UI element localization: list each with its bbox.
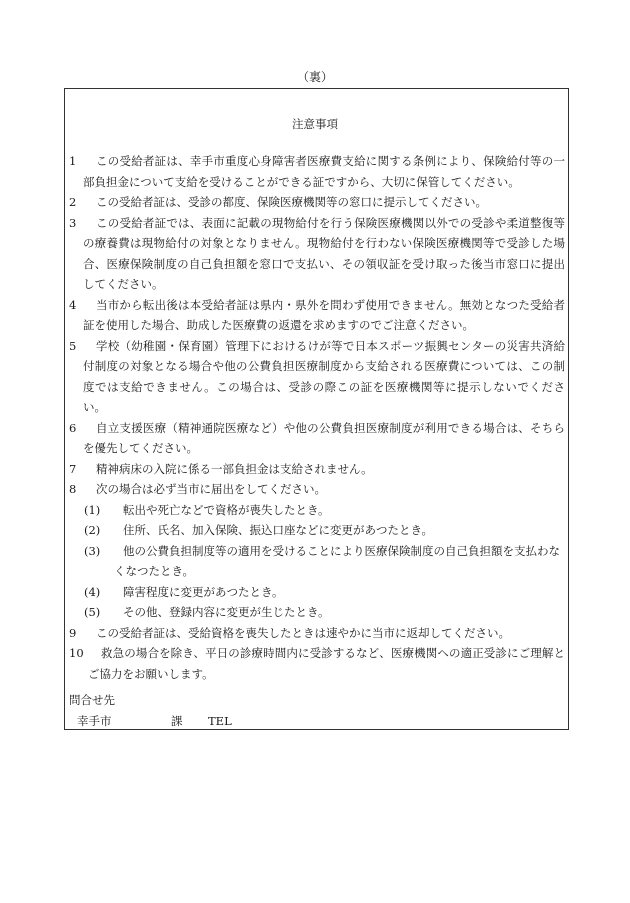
contact-city: 幸手市 (77, 713, 112, 728)
notice-item-4 (69, 295, 565, 336)
subitem-number: (1) (84, 502, 101, 517)
item-number: 3 (69, 215, 77, 230)
item-text: 次の場合は必ず当市に届出をしてください。 (96, 482, 326, 496)
subitem-number: (5) (84, 605, 101, 619)
item-text: この受給者証は、受診の都度、保険医療機関等の窓口に提示してください。 (96, 195, 487, 209)
subitem-number: (3) (84, 543, 101, 558)
item-text: 自立支援医療（精神通院医療など）や他の公費負担医療制度が利用できる場合は、そちらを優先してください。 (83, 420, 565, 455)
item-text: この受給者証は、受給資格を喪失したときは速やかに当市に返却してください。 (96, 625, 510, 640)
notice-item-8 (69, 479, 565, 500)
item-number: 8 (69, 482, 77, 496)
subitem-number: (2) (84, 523, 101, 537)
item-text: 学校（幼稚園・保育園）管理下におけるけが等で日本スポーツ振興センターの災害共済給付制度の対象となる場合や他の公費負担医療制度から支給される医療費については、この制度では支給できません。この場合は、受診の際この証を医療機関等に提示しないでください。 (83, 338, 565, 414)
notice-item-3 (69, 213, 565, 295)
contact-block (69, 690, 232, 731)
page-side-label: （裏） (296, 70, 333, 84)
notice-item-7 (69, 459, 565, 480)
item-text: 救急の場合を除き、平日の診療時間内に受診するなど、医療機関への適正受診にご理解とご協力をお願いします。 (88, 646, 565, 681)
item-number: 10 (69, 646, 84, 660)
subitem-text: 障害程度に変更があつたとき。 (123, 584, 284, 599)
notice-subitem-5 (69, 602, 565, 623)
notice-item-2 (69, 192, 565, 213)
notice-item-10 (69, 643, 565, 684)
item-text: 当市から転出後は本受給者証は県内・県外を問わず使用できません。無効となつた受給者証を使用した場合、助成した医療費の返還を求めますのでご注意ください。 (83, 297, 565, 332)
notice-subitem-3 (69, 541, 565, 582)
item-number: 7 (69, 461, 77, 476)
contact-section: 課 (171, 713, 183, 728)
item-number: 6 (69, 420, 77, 435)
notice-subitem-2 (69, 520, 565, 541)
item-text: この受給者証では、表面に記載の現物給付を行う保険医療機関以外での受診や柔道整復等の療養費は現物給付の対象となりません。現物給付を行わない保険医療機関等で受診した場合、医療保険制度の自己負担額を窓口で支払い、その領収証を受け取った後当市窓口に提出してください。 (83, 215, 565, 291)
notice-title: 注意事項 (292, 117, 338, 131)
notice-item-5 (69, 336, 565, 418)
item-number: 5 (69, 338, 77, 353)
item-number: 9 (69, 625, 77, 640)
subitem-number: (4) (84, 584, 101, 599)
item-text: この受給者証は、幸手市重度心身障害者医療費支給に関する条例により、保険給付等の一部負担金について支給を受けることができる証ですから、大切に保管してください。 (83, 154, 565, 189)
contact-heading: 問合せ先 (69, 693, 115, 707)
notice-item-6 (69, 418, 565, 459)
contact-tel-label: TEL (208, 713, 232, 728)
subitem-text: その他、登録内容に変更が生じたとき。 (123, 605, 330, 619)
subitem-text: 他の公費負担制度等の適用を受けることにより医療保険制度の自己負担額を支払わなくなつたとき。 (114, 543, 560, 578)
notice-item-1 (69, 151, 565, 192)
contact-row (69, 711, 232, 732)
subitem-text: 転出や死亡などで資格が喪失したとき。 (123, 502, 330, 517)
item-number: 4 (69, 297, 77, 312)
notice-item-9 (69, 623, 565, 644)
item-number: 1 (69, 154, 77, 168)
item-number: 2 (69, 195, 77, 209)
item-text: 精神病床の入院に係る一部負担金は支給されません。 (96, 461, 373, 476)
notice-subitem-1 (69, 500, 565, 521)
notice-list (69, 151, 565, 684)
notice-subitem-4 (69, 582, 565, 603)
subitem-text: 住所、氏名、加入保険、振込口座などに変更があつたとき。 (123, 523, 434, 537)
